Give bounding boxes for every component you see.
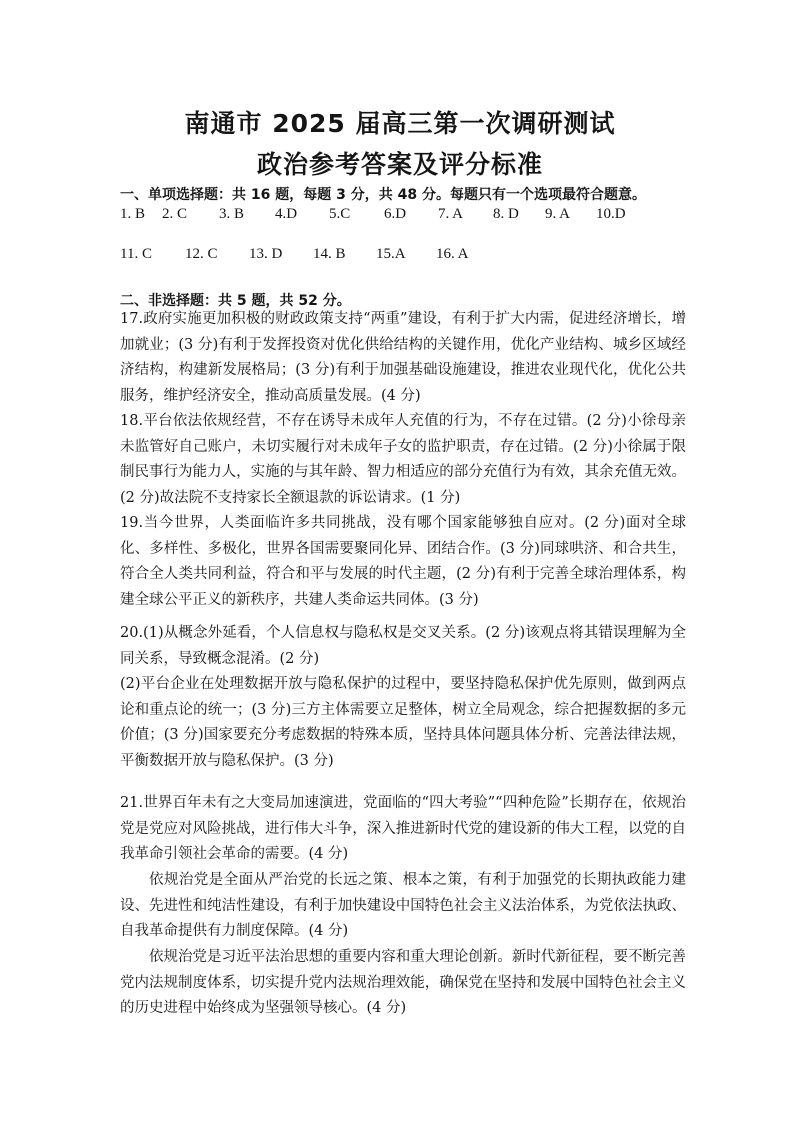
page-title: 南通市 2025 届高三第一次调研测试: [184, 109, 616, 138]
answer-12: 12. C: [185, 246, 218, 262]
answer-14: 14. B: [313, 246, 346, 262]
answer-q17: 17.政府实施更加积极的财政政策支持“两重”建设，有利于扩大内需，促进经济增长，增加就业；(3 分)有利于发挥投资对优化供给结构的关键作用，优化产业结构、城乡区域经济结构，构建新发展格局；(3 分)有利于加强基础设施建设，推进农业现代化，优化公共服务，维护经济安全，推动高质量发展。(4 分): [120, 311, 686, 404]
section1-heading: 一、单项选择题：共 16 题，每题 3 分，共 48 分。每题只有一个选项最符合题意。: [120, 187, 646, 203]
answer-8: 8. D: [493, 206, 519, 222]
answer-4: 4.D: [275, 206, 298, 222]
answer-5: 5.C: [329, 206, 351, 222]
answer-q20-part2: (2)平台企业在处理数据开放与隐私保护的过程中，要坚持隐私保护优先原则，做到两点论和重点论的统一；(3 分)三方主体需要立足整体，树立全局观念，综合把握数据的多元价值；(3 分)国家要充分考虑数据的特殊本质，坚持具体问题具体分析、完善法律法规，平衡数据开放与隐私保护。(3 分): [120, 676, 686, 769]
answer-q21-part1: 21.世界百年未有之大变局加速演进，党面临的“四大考验”“四种危险”长期存在，依规治党是党应对风险挑战，进行伟大斗争，深入推进新时代党的建设新的伟大工程，以党的自我革命引领社会革命的需要。(4 分): [120, 795, 686, 862]
answer-row-2: [120, 246, 700, 263]
answer-11: 11. C: [120, 246, 152, 262]
answer-3: 3. B: [219, 206, 245, 222]
answer-row-1: [120, 206, 700, 223]
answer-q19: 19.当今世界，人类面临许多共同挑战，没有哪个国家能够独自应对。(2 分)面对全球化、多样性、多极化，世界各国需要聚同化异、团结合作。(3 分)同球哄济、和合共生，符合全人类共同利益，符合和平与发展的时代主题，(2 分)有利于完善全球治理体系，构建全球公平正义的新秩序，共建人类命运共同体。(3 分): [120, 515, 686, 608]
page-subtitle: 政治参考答案及评分标准: [256, 150, 543, 179]
answer-9: 9. A: [545, 206, 571, 222]
answer-10: 10.D: [596, 206, 626, 222]
answer-q18: 18.平台依法依规经营，不存在诱导未成年人充值的行为，不存在过错。(2 分)小徐母亲未监管好自己账户，未切实履行对未成年子女的监护职责，存在过错。(2 分)小徐属于限制民事行为能力人，实施的与其年龄、智力相适应的部分充值行为有效，其余充值无效。 (2 分)故法院不支持家长全额退款的诉讼请求。(1 分): [120, 413, 686, 506]
answer-1: 1. B: [120, 206, 146, 222]
answer-q20-part1: 20.(1)从概念外延看，个人信息权与隐私权是交叉关系。(2 分)该观点将其错误理解为全同关系，导致概念混淆。(2 分): [120, 625, 686, 667]
answer-6: 6.D: [384, 206, 407, 222]
answer-2: 2. C: [162, 206, 188, 222]
section2-heading: 二、非选择题：共 5 题，共 52 分。: [120, 293, 351, 309]
answer-q21-part2: 依规治党是全面从严治党的长远之策、根本之策，有利于加强党的长期执政能力建设、先进性和纯洁性建设，有利于加快建设中国特色社会主义法治体系，为党依法执政、自我革命提供有力制度保障。(4 分): [120, 872, 686, 939]
answer-13: 13. D: [249, 246, 283, 262]
answer-15: 15.A: [376, 246, 406, 262]
answer-7: 7. A: [438, 206, 464, 222]
answer-16: 16. A: [436, 246, 469, 262]
answer-q21-part3: 依规治党是习近平法治思想的重要内容和重大理论创新。新时代新征程，要不断完善党内法规制度体系，切实提升党内法规治理效能，确保党在坚持和发展中国特色社会主义的历史进程中始终成为坚强领导核心。(4 分): [120, 949, 686, 1016]
